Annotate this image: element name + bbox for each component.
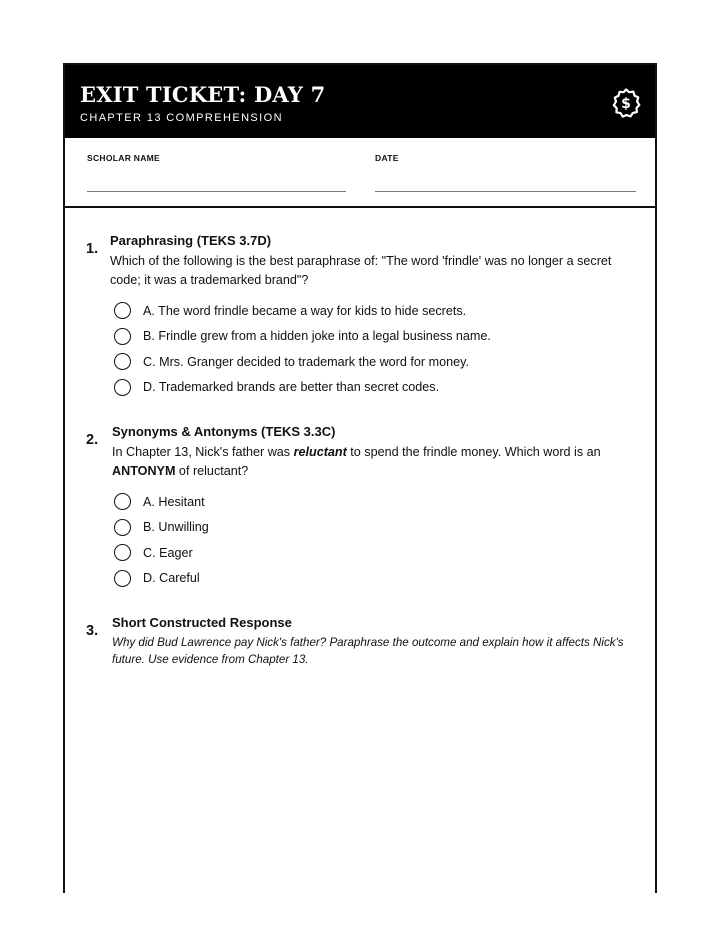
name-date-row xyxy=(65,138,655,208)
answer-option-a[interactable] xyxy=(110,298,630,324)
radio-circle-icon[interactable] xyxy=(114,519,131,536)
answer-options xyxy=(112,489,637,591)
date-label: DATE xyxy=(375,153,399,163)
page-subtitle: CHAPTER 13 COMPREHENSION xyxy=(80,112,283,124)
question-prompt: Which of the following is the best paraphrase of: "The word 'frindle' was no longer a secret code; it was a trademarked brand"? xyxy=(110,254,612,287)
scholar-name-label: SCHOLAR NAME xyxy=(87,153,161,163)
svg-text:$: $ xyxy=(621,96,631,112)
radio-circle-icon[interactable] xyxy=(114,328,131,345)
prompt-text: to spend the frindle money. Which word is an xyxy=(346,445,601,459)
prompt-text: of reluctant? xyxy=(175,464,249,478)
radio-circle-icon[interactable] xyxy=(114,570,131,587)
scholar-name-field[interactable] xyxy=(87,153,347,163)
option-label: A. The word frindle became a way for kids to hide secrets. xyxy=(143,303,467,318)
option-label: D. Careful xyxy=(143,571,200,586)
answer-option-c[interactable] xyxy=(112,540,637,566)
prompt-text: In Chapter 13, Nick's father was xyxy=(112,445,294,459)
answer-option-d[interactable] xyxy=(112,566,637,592)
option-label: B. Unwilling xyxy=(143,520,209,535)
radio-circle-icon[interactable] xyxy=(114,353,131,370)
prompt-emphasis: reluctant xyxy=(293,445,347,459)
question-prompt: Why did Bud Lawrence pay Nick's father? Paraphrase the outcome and explain how it affects Nick's future. Use evidence from Chapter 13. xyxy=(112,636,624,666)
option-label: A. Hesitant xyxy=(143,494,205,509)
question-title: Synonyms & Antonyms (TEKS 3.3C) xyxy=(112,424,336,439)
date-line[interactable] xyxy=(375,191,636,192)
answer-option-c[interactable] xyxy=(110,349,630,375)
answer-option-b[interactable] xyxy=(110,324,630,350)
answer-option-a[interactable] xyxy=(112,489,637,515)
radio-circle-icon[interactable] xyxy=(114,544,131,561)
exit-ticket-sheet xyxy=(63,63,657,893)
header-bar xyxy=(65,65,655,138)
answer-option-b[interactable] xyxy=(112,515,637,541)
option-label: B. Frindle grew from a hidden joke into a legal business name. xyxy=(143,329,491,344)
radio-circle-icon[interactable] xyxy=(114,302,131,319)
option-label: C. Mrs. Granger decided to trademark the word for money. xyxy=(143,354,469,369)
question-prompt xyxy=(112,443,637,481)
question-number: 2. xyxy=(86,432,99,448)
question-title: Short Constructed Response xyxy=(112,615,292,630)
question-title: Paraphrasing (TEKS 3.7D) xyxy=(110,233,272,248)
dollar-badge-icon xyxy=(611,88,641,118)
scholar-name-line[interactable] xyxy=(87,191,346,192)
response-area[interactable] xyxy=(112,685,637,885)
radio-circle-icon[interactable] xyxy=(114,493,131,510)
option-label: C. Eager xyxy=(143,545,193,560)
prompt-strong: ANTONYM xyxy=(112,464,176,478)
radio-circle-icon[interactable] xyxy=(114,379,131,396)
question-number: 3. xyxy=(86,623,99,639)
answer-options xyxy=(110,298,630,400)
page-title: EXIT TICKET: DAY 7 xyxy=(80,82,326,107)
answer-option-d[interactable] xyxy=(110,375,630,401)
option-label: D. Trademarked brands are better than secret codes. xyxy=(143,380,440,395)
date-field[interactable] xyxy=(375,153,637,163)
question-number: 1. xyxy=(86,241,99,257)
